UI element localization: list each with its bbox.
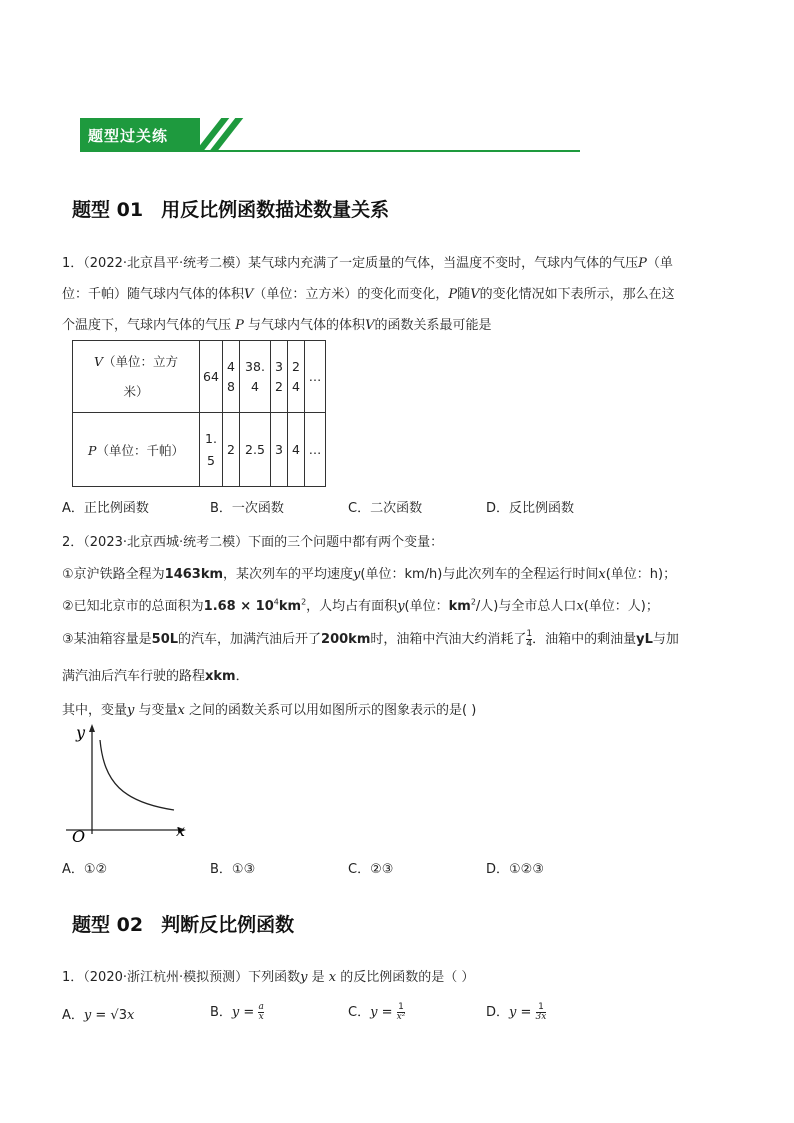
option-c[interactable]: C．y = $\frac{1}{\text{x²}}$ [348, 1002, 406, 1022]
table-header-cell: V（单位：立方 米） [73, 341, 200, 413]
question-1-line-1: 1．（2022·北京昌平·统考二模）某气球内充满了一定质量的气体，当温度不变时，气球内气体的气压P（单 [62, 256, 673, 271]
table-cell: … [305, 413, 326, 487]
question-2-item-3-cont: 满汽油后汽车行驶的路程xkm． [62, 669, 249, 684]
table-cell: 4 8 [223, 341, 240, 413]
question-1-line-2: 位：千帕）随气球内气体的体积V（单位：立方米）的变化而变化，P随V的变化情况如下表所示，那么在这 [62, 287, 675, 302]
section-number: 题型 02 [72, 914, 144, 936]
origin-label: O [72, 827, 86, 846]
table-row [73, 341, 326, 413]
table-cell: 64 [200, 341, 223, 413]
option-a[interactable]: A．①② [62, 862, 108, 877]
table-cell: … [305, 341, 326, 413]
option-b[interactable]: B．一次函数 [210, 501, 284, 516]
table-cell: 2 4 [288, 341, 305, 413]
table-cell: 3 2 [271, 341, 288, 413]
table-cell: 3 [271, 413, 288, 487]
table-cell: 38. 4 [240, 341, 271, 413]
section-number: 题型 01 [72, 199, 144, 221]
table-row [73, 413, 326, 487]
fraction: $\frac{1}{4}$ [526, 629, 533, 649]
option-a[interactable]: A．正比例函数 [62, 501, 149, 516]
question-3-intro: 1．（2020·浙江杭州·模拟预测）下列函数y 是 x 的反比例函数的是（ ） [62, 970, 475, 985]
question-2-intro: 2．（2023·北京西城·统考二模）下面的三个问题中都有两个变量： [62, 535, 444, 550]
option-a[interactable]: A．y = √3x [62, 1008, 135, 1023]
fraction: $\frac{1}{3x}$ [535, 1002, 547, 1022]
question-2-item-1: ①京沪铁路全程为1463km，某次列车的平均速度y(单位：km/h)与此次列车的全程运行时间x(单位：h)； [62, 567, 677, 582]
table-header-cell: P（单位：千帕） [73, 413, 200, 487]
banner-underline [80, 150, 580, 152]
section-title: 判断反比例函数 [161, 914, 295, 936]
option-b[interactable]: B．y = $\frac{a}{x}$ [210, 1002, 264, 1022]
banner-title: 题型过关练 [88, 127, 169, 145]
option-d[interactable]: D．反比例函数 [486, 501, 575, 516]
table-cell: 2 [223, 413, 240, 487]
option-d[interactable]: D．①②③ [486, 862, 544, 877]
fraction: $\frac{1}{\text{x²}}$ [396, 1002, 406, 1022]
section-heading-2 [72, 910, 294, 937]
section-title: 用反比例函数描述数量关系 [161, 199, 390, 221]
fraction: $\frac{a}{x}$ [258, 1002, 264, 1022]
y-axis-label: y [76, 723, 86, 742]
hyperbola-graph [62, 722, 202, 846]
section-banner [80, 118, 580, 152]
question-2-item-2: ②已知北京市的总面积为$1.68 \times 10^4km^2$，人均占有面积y(单位：$km^2/$人)与全市总人口x(单位：人)； [62, 597, 659, 614]
x-axis-label: x [176, 821, 186, 840]
table-cell: 2.5 [240, 413, 271, 487]
y-axis-arrow [89, 724, 95, 732]
option-c[interactable]: C．二次函数 [348, 501, 423, 516]
option-d[interactable]: D．y = $\frac{1}{3x}$ [486, 1002, 547, 1022]
curve [100, 740, 174, 810]
option-c[interactable]: C．②③ [348, 862, 394, 877]
question-2-item-3: ③某油箱容量是50L的汽车，加满汽油后开了200km时，油箱中汽油大约消耗了 $\frac{1}{4}$ ．油箱中的剩油量yL与加 [62, 629, 679, 649]
question-1-line-3: 个温度下，气球内气体的气压 P 与气球内气体的体积V的函数关系最可能是 [62, 318, 492, 333]
table-cell: 4 [288, 413, 305, 487]
table-cell: 1. 5 [200, 413, 223, 487]
data-table [72, 340, 326, 487]
question-2-ask: 其中，变量y 与变量x 之间的函数关系可以用如图所示的图象表示的是( ) [62, 703, 477, 718]
option-b[interactable]: B．①③ [210, 862, 256, 877]
section-heading-1 [72, 195, 389, 222]
